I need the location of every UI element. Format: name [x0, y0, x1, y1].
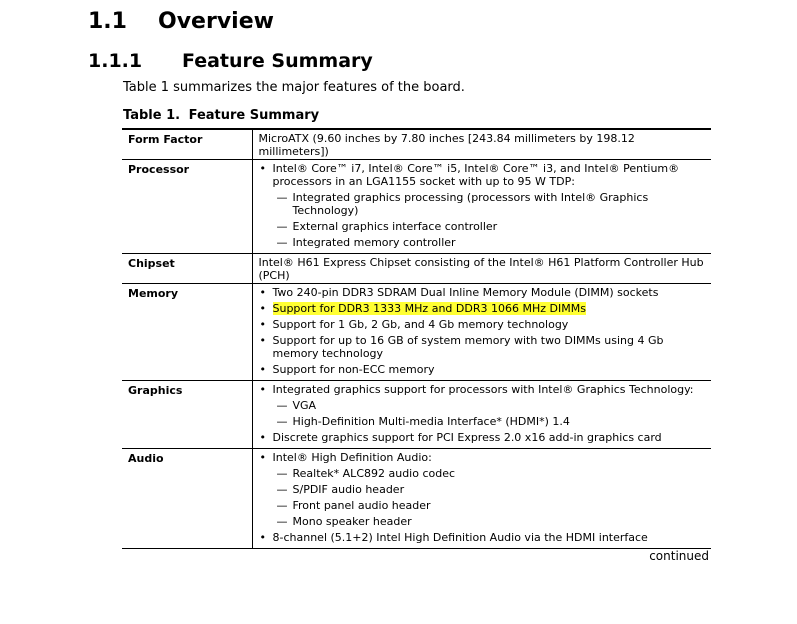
list-item: — Integrated memory controller: [273, 236, 708, 249]
table-caption-label: Table 1.: [123, 108, 181, 123]
table-row-processor: [122, 160, 711, 254]
row-value-processor: [252, 160, 711, 254]
list-item: — Integrated graphics processing (processors with Intel® Graphics Technology): [273, 191, 708, 217]
list-item: [259, 302, 708, 315]
feature-summary-table: [122, 128, 711, 549]
table-row-audio: [122, 449, 711, 549]
list-item: [259, 383, 708, 428]
continued-label: continued: [649, 549, 709, 563]
list-item: — VGA: [273, 399, 708, 412]
section-heading-overview: [88, 9, 274, 34]
processor-bullet-text: Intel® Core™ i7, Intel® Core™ i5, Intel® Core™ i3, and Intel® Pentium® processors in an LGA1155 socket with up to 95 W TDP:: [272, 162, 680, 188]
row-value-audio: [252, 449, 711, 549]
list-item: • Discrete graphics support for PCI Express 2.0 x16 add-in graphics card: [259, 431, 708, 444]
list-item: — High-Definition Multi-media Interface* (HDMI*) 1.4: [273, 415, 708, 428]
table-row-chipset: [122, 254, 711, 284]
list-item: [259, 162, 708, 249]
list-item: • Two 240-pin DDR3 SDRAM Dual Inline Memory Module (DIMM) sockets: [259, 286, 708, 299]
row-value-graphics: [252, 381, 711, 449]
list-item: — Front panel audio header: [273, 499, 708, 512]
list-item: [259, 451, 708, 528]
table-caption: [123, 108, 319, 123]
list-item: • Support for 1 Gb, 2 Gb, and 4 Gb memory technology: [259, 318, 708, 331]
audio-bullet-text: Intel® High Definition Audio:: [272, 451, 432, 464]
row-name-processor: Processor: [122, 160, 252, 254]
subsection-title: Feature Summary: [182, 50, 373, 72]
list-item: • Support for up to 16 GB of system memory with two DIMMs using 4 Gb memory technology: [259, 334, 708, 360]
list-item: — S/PDIF audio header: [273, 483, 708, 496]
subsection-heading-feature-summary: [88, 50, 373, 72]
list-item: — Mono speaker header: [273, 515, 708, 528]
row-value-chipset: Intel® H61 Express Chipset consisting of the Intel® H61 Platform Controller Hub (PCH): [252, 254, 711, 284]
list-item: — External graphics interface controller: [273, 220, 708, 233]
subsection-number: 1.1.1: [88, 50, 143, 72]
section-number: 1.1: [88, 9, 127, 34]
row-value-memory: [252, 284, 711, 381]
graphics-bullet-text: Integrated graphics support for processors with Intel® Graphics Technology:: [272, 383, 694, 396]
highlighted-text: Support for DDR3 1333 MHz and DDR3 1066 MHz DIMMs: [272, 302, 586, 315]
table-row-memory: [122, 284, 711, 381]
table-row-form-factor: [122, 129, 711, 160]
table-row-graphics: [122, 381, 711, 449]
row-name-audio: Audio: [122, 449, 252, 549]
row-value-form-factor: MicroATX (9.60 inches by 7.80 inches [243.84 millimeters by 198.12 millimeters]): [252, 129, 711, 160]
section-title: Overview: [158, 9, 274, 34]
row-name-form-factor: Form Factor: [122, 129, 252, 160]
table-caption-title: Feature Summary: [188, 108, 320, 123]
row-name-chipset: Chipset: [122, 254, 252, 284]
list-item: • 8-channel (5.1+2) Intel High Definition Audio via the HDMI interface: [259, 531, 708, 544]
list-item: • Support for non-ECC memory: [259, 363, 708, 376]
row-name-graphics: Graphics: [122, 381, 252, 449]
intro-paragraph: Table 1 summarizes the major features of the board.: [123, 80, 465, 95]
list-item: — Realtek* ALC892 audio codec: [273, 467, 708, 480]
row-name-memory: Memory: [122, 284, 252, 381]
